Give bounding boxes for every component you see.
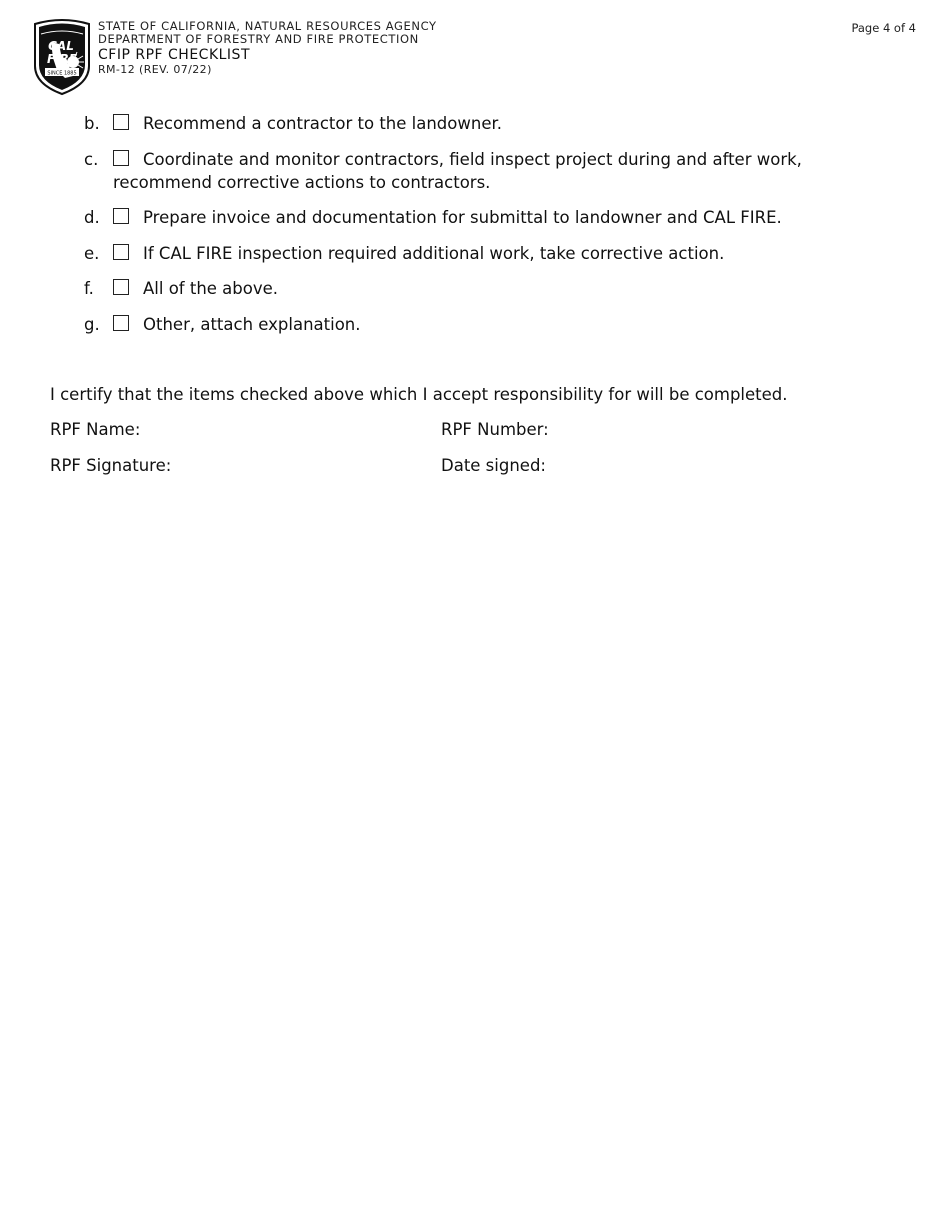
item-text: Recommend a contractor to the landowner. (143, 114, 502, 133)
checklist-item-c (84, 148, 904, 194)
form-title: CFIP RPF CHECKLIST (98, 47, 250, 64)
svg-text:FIRE: FIRE (46, 52, 78, 66)
checkbox-f[interactable] (113, 279, 129, 295)
checklist-item-f (84, 277, 904, 300)
rpf-number-field[interactable]: RPF Number: (441, 420, 549, 439)
item-text: All of the above. (143, 279, 279, 298)
checklist-item-g (84, 313, 904, 336)
cal-fire-shield-icon (31, 18, 93, 96)
item-letter: c. (84, 149, 99, 169)
checkbox-d[interactable] (113, 208, 129, 224)
item-text: Coordinate and monitor contractors, field inspect project during and after work, (143, 149, 802, 169)
checklist (84, 112, 904, 348)
item-text-wrapper (113, 148, 904, 194)
page-number: Page 4 of 4 (851, 21, 916, 35)
cal-fire-logo (31, 18, 93, 96)
svg-text:CAL: CAL (48, 39, 74, 53)
item-letter: b. (84, 114, 100, 133)
checklist-item-d (84, 206, 904, 229)
item-letter: d. (84, 208, 100, 227)
item-text-continued: recommend corrective actions to contractors. (113, 172, 491, 192)
item-text: Other, attach explanation. (143, 314, 361, 334)
checklist-item-e (84, 242, 904, 265)
certification-statement: I certify that the items checked above which I accept responsibility for will be completed. (50, 385, 788, 404)
item-letter: f. (84, 279, 94, 298)
item-text: Prepare invoice and documentation for submittal to landowner and CAL FIRE. (143, 208, 782, 227)
checklist-item-b (84, 112, 904, 135)
checkbox-e[interactable] (113, 244, 129, 260)
date-signed-field[interactable]: Date signed: (441, 456, 546, 475)
department-name: DEPARTMENT OF FORESTRY AND FIRE PROTECTION (98, 32, 419, 47)
checkbox-c[interactable] (113, 150, 129, 166)
rpf-name-field[interactable]: RPF Name: (50, 420, 141, 439)
item-letter: g. (84, 314, 100, 334)
form-id: RM-12 (REV. 07/22) (98, 62, 212, 76)
checkbox-b[interactable] (113, 114, 129, 130)
checkbox-g[interactable] (113, 315, 129, 331)
item-text: If CAL FIRE inspection required additional work, take corrective action. (143, 243, 725, 263)
agency-name: STATE OF CALIFORNIA, NATURAL RESOURCES AGENCY (98, 19, 437, 33)
svg-text:SINCE 1885: SINCE 1885 (47, 70, 77, 77)
rpf-signature-field[interactable]: RPF Signature: (50, 456, 172, 475)
form-header (98, 20, 437, 76)
item-letter: e. (84, 243, 100, 263)
